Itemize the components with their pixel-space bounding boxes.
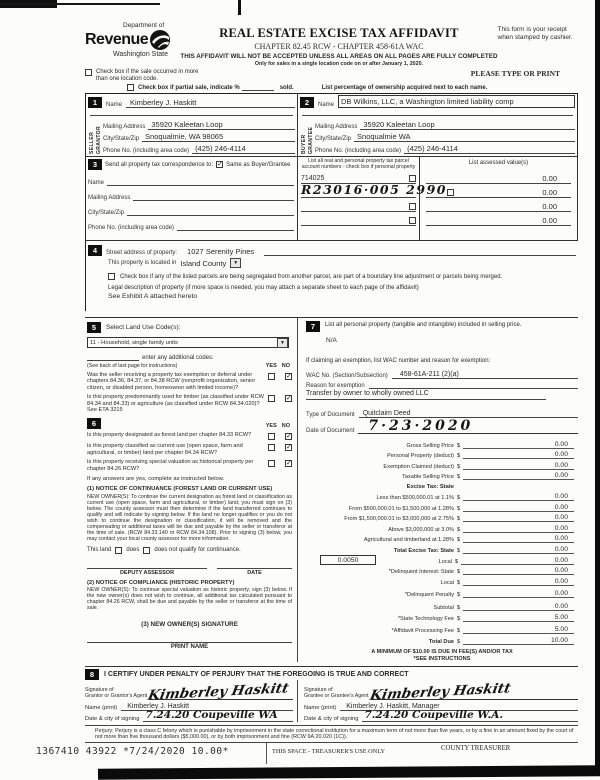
assessed-value-3[interactable]: 0.00 [426, 198, 571, 212]
land-does-checkbox[interactable] [115, 547, 122, 554]
reason-blank-line[interactable] [369, 388, 578, 389]
tier4-label: Above $3,000,000 at 3.0% [388, 526, 454, 533]
subtotal-label: Subtotal [433, 604, 454, 611]
dollar-sign: $ [456, 547, 461, 554]
grantee-name-print-label: Name (print) [304, 704, 337, 711]
parcel-numbers-header: List all real and personal property tax parcel account numbers - check box if personal property [301, 158, 416, 170]
perjury-statement: Perjury: Perjury is a class C felony which is punishable by imprisonment in the state correctional institution for a maximum term of not more than five years, or by a fine in an amount fixed by the court of not more than five thousand dollars ($5,000.00), or by both imprisonment and fine (RCW 9A.20.020 (1C)). [85, 725, 578, 743]
buyer-csz-label: City/State/Zip [315, 136, 352, 142]
s6-yes-header: YES [265, 423, 277, 430]
footer-divider [266, 742, 267, 764]
logo-state-label: Washington State [113, 51, 168, 58]
doc-type-field[interactable]: Quitclaim Deed [359, 410, 578, 418]
affidavit-fee-field[interactable]: 5.00 [463, 626, 574, 634]
section-8-badge: 8 [85, 669, 99, 680]
corr-phone-field[interactable] [177, 230, 294, 231]
gross-selling-price-field[interactable]: 0.00 [463, 441, 574, 449]
tier3-label: From $1,500,000.01 to $3,000,000 at 2.75% [344, 516, 454, 523]
buyer-vertical-label-2: GRANTEE [308, 126, 314, 154]
historic-property-question: Is this property receiving special valuation as historical property per chapter 84.26 RCW? [87, 459, 254, 472]
seller-mailing-label: Mailing Address [103, 124, 146, 130]
please-type-note: PLEASE TYPE OR PRINT [470, 69, 560, 78]
street-address-blank[interactable] [264, 255, 576, 256]
seller-name-field[interactable]: Kimberley J. Haskitt [126, 98, 295, 108]
q1-yes-checkbox[interactable] [268, 373, 275, 380]
land-use-select-value: 11 - Household, single family units [90, 339, 178, 346]
if-yes-note: If any answers are yes, complete as instructed below. [87, 476, 225, 483]
minimum-due-note: A MINIMUM OF $10.00 IS DUE IN FEE(S) AND/OR TAX [371, 648, 513, 655]
grantee-signature-field[interactable] [368, 680, 578, 704]
dollar-sign: $ [456, 537, 461, 544]
local-tax-field[interactable]: 0.00 [461, 557, 574, 565]
delinquent-interest-state-field[interactable]: 0.00 [463, 567, 574, 575]
tier2-field[interactable]: 0.00 [463, 504, 574, 512]
q2-yes-checkbox[interactable] [268, 395, 275, 402]
timber-agriculture-question: Is this property predominantly used for timber (as classified under RCW 84.34 and 84.33) or agriculture (as classified under RCW 84.34.020)? See ETA 3215 [87, 394, 264, 414]
seller-name-extra-field[interactable] [90, 108, 293, 116]
form-title: REAL ESTATE EXCISE TAX AFFIDAVIT [219, 26, 459, 40]
current-use-no-checkbox[interactable]: ✓ [286, 444, 292, 452]
seller-csz-label: City/State/Zip [103, 136, 140, 142]
partial-sale-percent-field[interactable] [242, 90, 274, 91]
doc-type-label: Type of Document [306, 412, 355, 418]
parties-section [85, 93, 578, 157]
agricultural-timberland-field[interactable]: 0.00 [463, 535, 574, 543]
tier4-field[interactable]: 0.00 [463, 525, 574, 533]
land-does-not-checkbox[interactable] [143, 547, 150, 554]
grantee-signature-ink: Kimberley Haskitt [368, 680, 512, 704]
right-column [298, 318, 578, 662]
seller-phone-field[interactable]: (425) 246-4114 [192, 144, 295, 154]
same-as-buyer-checkbox[interactable]: ✓ [217, 161, 223, 168]
grantor-sig-label-line2: Grantor or Grantor's Agent [85, 692, 148, 699]
state-tech-fee-label: *State Technology Fee [397, 615, 454, 622]
dollar-sign: $ [456, 638, 461, 645]
section-2-badge: 2 [300, 97, 314, 108]
seller-mailing-field[interactable]: 35920 Kaleetan Loop [148, 120, 295, 130]
partial-sale-checkbox[interactable] [127, 84, 134, 91]
wac-label: WAC No. (Section/Subsection) [306, 373, 388, 379]
grantor-name-print-field[interactable]: Kimberley J. Haskitt [121, 703, 293, 711]
corr-mailing-field[interactable] [133, 200, 294, 201]
logo-revenue-label: Revenue [85, 31, 149, 48]
delinquent-penalty-field[interactable]: 0.00 [463, 590, 574, 598]
section-1-badge: 1 [88, 97, 102, 108]
grantee-date-city-field[interactable]: 7.24.20 Coupeville W.A. [362, 709, 578, 722]
total-due-label: Total Due [428, 638, 454, 645]
assessed-value-2[interactable]: 0.00 [426, 184, 571, 198]
forest-land-question: Is this property designated as forest land per chapter 84.33 RCW? [87, 432, 252, 439]
scan-artifact-tick [238, 0, 241, 15]
dollar-sign: $ [456, 592, 461, 599]
personal-property-deduct-field[interactable]: 0.00 [463, 451, 574, 459]
grantee-signature-block [298, 680, 578, 722]
q1-no-checkbox[interactable]: ✓ [286, 373, 292, 380]
no-header: NO [281, 363, 290, 369]
multi-location-checkbox[interactable] [85, 69, 92, 76]
dollar-sign: $ [456, 474, 461, 481]
q2-no-checkbox[interactable]: ✓ [286, 395, 292, 403]
grantee-name-print-field[interactable]: Kimberley J. Haskitt, Manager [340, 703, 578, 711]
section-4-badge: 4 [88, 245, 102, 256]
form-header [85, 18, 578, 67]
dollar-sign: $ [456, 579, 461, 586]
segregated-parcels-checkbox[interactable] [108, 273, 115, 280]
tier3-field[interactable]: 0.00 [463, 514, 574, 522]
buyer-mailing-field[interactable]: 35920 Kaleetan Loop [360, 120, 575, 130]
buyer-mailing-label: Mailing Address [315, 124, 358, 130]
seller-csz-field[interactable]: Snoqualmie, WA 98065 [142, 132, 295, 142]
notice-compliance-title: (2) NOTICE OF COMPLIANCE (HISTORIC PROPERTY) [87, 579, 235, 586]
assessed-value-4[interactable]: 0.00 [426, 212, 571, 226]
delinquent-penalty-label: *Delinquent Penalty [404, 592, 454, 599]
corr-mailing-label: Mailing Address [88, 195, 131, 201]
section-6-badge: 6 [87, 418, 101, 429]
exemption-deferral-question: Was the seller receiving a property tax exemption or deferral under chapters 84.36, 84.37, or 84.38 RCW (nonprofit organization, senior citizen, or disabled person, homeowner with limited income)? [87, 372, 256, 391]
personal-property-deduct-label: Personal Property (deduct) [387, 453, 454, 460]
grantee-sig-label [304, 688, 369, 700]
buyer-section [298, 94, 577, 156]
delinquent-interest-local-field[interactable]: 0.00 [463, 578, 574, 586]
dollar-sign: $ [456, 604, 461, 611]
scan-artifact-topline [0, 3, 160, 5]
dollar-sign: $ [456, 505, 461, 512]
notice-continuance-title: (1) NOTICE OF CONTINUANCE (FOREST LAND OR CURRENT USE) [87, 486, 273, 493]
buyer-csz-field[interactable]: Snoqualmie WA [354, 132, 575, 142]
dollar-sign: $ [456, 516, 461, 523]
county-treasurer-label: COUNTY TREASURER [441, 745, 511, 752]
buyer-name-field[interactable]: DB Wilkins, LLC, a Washington limited liability comp [338, 95, 575, 108]
form-chapter: CHAPTER 82.45 RCW - CHAPTER 458-61A WAC [254, 42, 424, 51]
does-not-label: does not qualify for continuance. [154, 547, 241, 554]
personal-property-checkbox-4[interactable] [409, 217, 416, 224]
corr-csz-label: City/State/Zip [88, 210, 125, 216]
exemption-note: If claiming an exemption, list WAC number and reason for exemption: [306, 358, 491, 364]
dollar-sign: $ [456, 615, 461, 622]
seller-section [86, 94, 298, 156]
parcel-number-2-handwritten[interactable]: R23016·005 2990 [301, 182, 447, 197]
single-location-note: Only for sales in a single location code on or after January 1, 2020. [254, 61, 423, 67]
historic-no-checkbox[interactable]: ✓ [286, 460, 292, 468]
buyer-name-extra-field[interactable] [302, 108, 573, 116]
buyer-vertical-label-1: BUYER [301, 134, 307, 154]
print-name-line[interactable]: PRINT NAME [87, 642, 292, 650]
section-5-badge: 5 [87, 322, 101, 333]
parcel-number-1[interactable]: 714025 [301, 175, 325, 182]
excise-tax-state-heading: Excise Tax: State [406, 484, 454, 491]
exemption-claimed-label: Exemption Claimed (deduct) [383, 463, 454, 470]
corr-name-field[interactable] [107, 185, 294, 186]
grantor-signature-field[interactable] [146, 680, 293, 704]
deputy-assessor-signature-line[interactable]: DEPUTY ASSESSOR [87, 568, 207, 576]
taxable-selling-price-label: Taxable Selling Price [402, 474, 454, 481]
main-columns [85, 317, 578, 662]
land-use-dropdown-arrow-icon[interactable]: ▼ [277, 338, 288, 348]
dollar-sign: $ [456, 526, 461, 533]
current-use-question: Is this property classified as current use (open space, farm and agricultural, or timber) land per chapter 84.34 RCW? [87, 443, 243, 456]
send-correspondence-label: Send all property tax correspondence to: [105, 161, 214, 168]
dollar-sign: $ [456, 442, 461, 449]
delinquent-interest-local-label: Local [440, 579, 454, 586]
dollar-sign: $ [456, 463, 461, 470]
section-7-badge: 7 [306, 321, 320, 332]
grantee-date-city-label: Date & city of signing [304, 715, 359, 722]
seller-name-label: Name [106, 102, 123, 108]
buyer-phone-label: Phone No. (including area code) [315, 148, 402, 154]
corr-phone-label: Phone No. (including area code) [88, 225, 175, 231]
total-due-field[interactable]: 10.00 [463, 637, 574, 645]
notice-continuance-body: NEW OWNER(S): To continue the current designation as forest land or classification as current use (open space, farm and agricultural, or timber) land, you must sign on (3) below. The county assessor must then determine if the land transferred continues to qualify and will indicate by signing below. If the land no longer qualifies or you do not wish to continue the designation or classification, it will be removed and the compensating or additional taxes will be due and payable by the seller or transferor at the time of sale. (RCW 84.33.140 or RCW 84.34.108). Prior to signing (3) below, you may contact your local county assessor for more information. [87, 493, 292, 542]
dollar-sign: $ [456, 453, 461, 460]
historic-yes-checkbox[interactable] [268, 460, 275, 467]
total-excise-state-field[interactable]: 0.00 [463, 546, 574, 554]
certify-statement: I CERTIFY UNDER PENALTY OF PERJURY THAT THE FOREGOING IS TRUE AND CORRECT [104, 670, 409, 678]
grantee-sig-label-line2: Grantee or Grantee's Agent [304, 692, 369, 699]
buyer-side-label [300, 118, 315, 154]
receipt-note-line2: when stamped by cashier. [497, 34, 573, 41]
tax-correspondence-section [85, 157, 578, 241]
s6-no-header: NO [281, 423, 290, 430]
seller-vertical-label-2: GRANTOR [96, 126, 102, 154]
does-label: does [126, 547, 140, 554]
seller-side-label [88, 118, 103, 154]
local-rate-box[interactable]: 0.0050 [320, 555, 376, 565]
section-3-badge: 3 [88, 159, 102, 170]
receipt-note [498, 18, 579, 67]
corr-name-label: Name [88, 180, 105, 186]
exemption-claimed-field[interactable]: 0.00 [463, 462, 574, 470]
personal-property-field[interactable]: N/A [326, 337, 337, 344]
delinquent-interest-state-label: *Delinquent Interest: State [388, 569, 454, 576]
gross-selling-price-label: Gross Selling Price [406, 442, 454, 449]
doc-date-field-handwritten[interactable]: 7·23·2020 [358, 419, 578, 434]
property-address-section [85, 241, 578, 311]
segregated-parcels-label: Check box if any of the listed parcels are being segregated from another parcel, are part of a boundary line adjustment or parcels being merged. [120, 273, 503, 280]
legal-description-field[interactable]: See Exhibit A attached hereto [108, 293, 198, 300]
reason-label: Reason for exemption [306, 383, 365, 389]
buyer-name-label: Name [318, 102, 335, 108]
doc-date-label: Date of Document [306, 428, 355, 434]
tier2-label: From $500,000.01 to $1,500,000 at 1.28% [348, 505, 454, 512]
located-in-label: This property is located in [108, 260, 177, 266]
dor-logo [85, 18, 180, 67]
scan-artifact-bottom-edge [98, 765, 600, 780]
affidavit-fee-label: *Affidavit Processing Fee [391, 628, 454, 635]
reason-field[interactable]: Transfer by owner to wholly owned LLC [306, 390, 546, 400]
dollar-sign: $ [456, 494, 461, 501]
seller-phone-label: Phone No. (including area code) [103, 148, 190, 154]
grantor-date-city-field[interactable]: 7.24.20 Coupeville WA [143, 709, 293, 722]
grantee-sig-label-line1: Signature of [304, 687, 333, 694]
grantor-signature-ink: Kimberley Haskitt [146, 680, 291, 704]
dollar-sign: $ [454, 558, 459, 565]
revenue-swoosh-icon [149, 29, 171, 51]
county-select-value[interactable]: Island County [180, 258, 227, 268]
forest-no-checkbox[interactable]: ✓ [286, 433, 292, 441]
personal-property-label: List all personal property (tangible and intangible) included in selling price. [325, 322, 522, 328]
see-back-note: (See back of last page for instructions) [87, 363, 178, 369]
new-owner-signature-label: (3) NEW OWNER(S) SIGNATURE [141, 621, 238, 629]
land-use-select[interactable] [87, 337, 289, 348]
affidavit-form [85, 18, 578, 743]
local-tax-label: Local [438, 558, 452, 565]
treasurer-space-label: THIS SPACE - TREASURER'S USE ONLY [272, 748, 385, 755]
land-use-title: Select Land Use Code(s): [106, 324, 181, 331]
this-land-label: This land [87, 547, 112, 554]
grantor-sig-label [85, 688, 147, 700]
yes-header: YES [265, 363, 277, 369]
seller-vertical-label-1: SELLER [89, 131, 95, 154]
certification-section [85, 666, 578, 743]
multi-location-label: Check box if the sale occurred in more than one location code. [96, 69, 199, 82]
same-as-buyer-label: Same as Buyer/Grantee [226, 161, 291, 168]
ownership-note: List percentage of ownership acquired next to each name. [321, 85, 488, 91]
personal-property-checkbox-3[interactable] [409, 203, 416, 210]
total-excise-state-label: Total Excise Tax: State [393, 547, 454, 554]
assessed-value-1[interactable]: 0.00 [426, 170, 571, 184]
corr-csz-field[interactable] [127, 215, 294, 216]
tier1-field[interactable]: 0.00 [463, 493, 574, 501]
additional-codes-label: enter any additional codes: [142, 355, 214, 361]
buyer-phone-field[interactable]: (425) 246-4114 [404, 144, 575, 154]
state-tech-fee-field[interactable]: 5.00 [463, 614, 574, 622]
assessed-values-header: List assessed value(s) [468, 160, 529, 166]
form-warning: THIS AFFIDAVIT WILL NOT BE ACCEPTED UNLESS ALL AREAS ON ALL PAGES ARE FULLY COMPLETED [180, 53, 498, 60]
wac-field[interactable]: 458-61A-211 (2)(a) [392, 371, 578, 379]
cashier-stamp: 1367410 43922 *7/24/2020 10.00* [36, 746, 229, 757]
current-use-yes-checkbox[interactable] [268, 444, 275, 451]
left-column [85, 318, 298, 662]
partial-sale-label: Check box if partial sale, indicate % [138, 85, 240, 91]
street-address-field[interactable]: 1027 Serenity Pines [187, 247, 255, 256]
personal-property-checkbox-1[interactable] [409, 175, 416, 182]
agricultural-timberland-label: Agricultural and timberland at 1.28% [363, 537, 454, 544]
taxable-selling-price-field[interactable]: 0.00 [463, 472, 574, 480]
county-dropdown-arrow-icon[interactable]: ▼ [230, 258, 241, 268]
scan-artifact-right-edge [595, 0, 600, 768]
grantor-signature-block [85, 680, 298, 722]
grantor-sig-label-line1: Signature of [85, 687, 114, 694]
assessor-date-line[interactable]: DATE [217, 568, 292, 576]
partial-sale-sold-label: sold. [279, 85, 294, 91]
dollar-sign: $ [456, 569, 461, 576]
grantor-name-print-label: Name (print) [85, 704, 118, 711]
legal-description-label: Legal description of property (if more space is needed, you may attach a separate sheet to each page of the affidavit) [108, 285, 419, 291]
tier1-label: Less than $500,000.01 at 1.1% [376, 494, 454, 501]
grantor-date-city-label: Date & city of signing [85, 715, 140, 722]
additional-codes-field[interactable] [87, 360, 139, 361]
logo-dept-label: Department of [123, 22, 165, 29]
street-address-label: Street address of property: [106, 250, 178, 256]
receipt-note-line1: This form is your receipt [497, 26, 567, 33]
subtotal-field[interactable]: 0.00 [463, 603, 574, 611]
notice-compliance-body: NEW OWNER(S): To continue special valuation as historic property, sign (3) below. If the new owner(s) does not wish to continue, all additional tax calculated pursuant to chapter 84.26 RCW, shall be due and payable by the seller or transferor at the time of sale. [87, 587, 292, 612]
see-instructions-note: *SEE INSTRUCTIONS [413, 655, 471, 662]
dollar-sign: $ [456, 628, 461, 635]
forest-yes-checkbox[interactable] [268, 433, 275, 440]
